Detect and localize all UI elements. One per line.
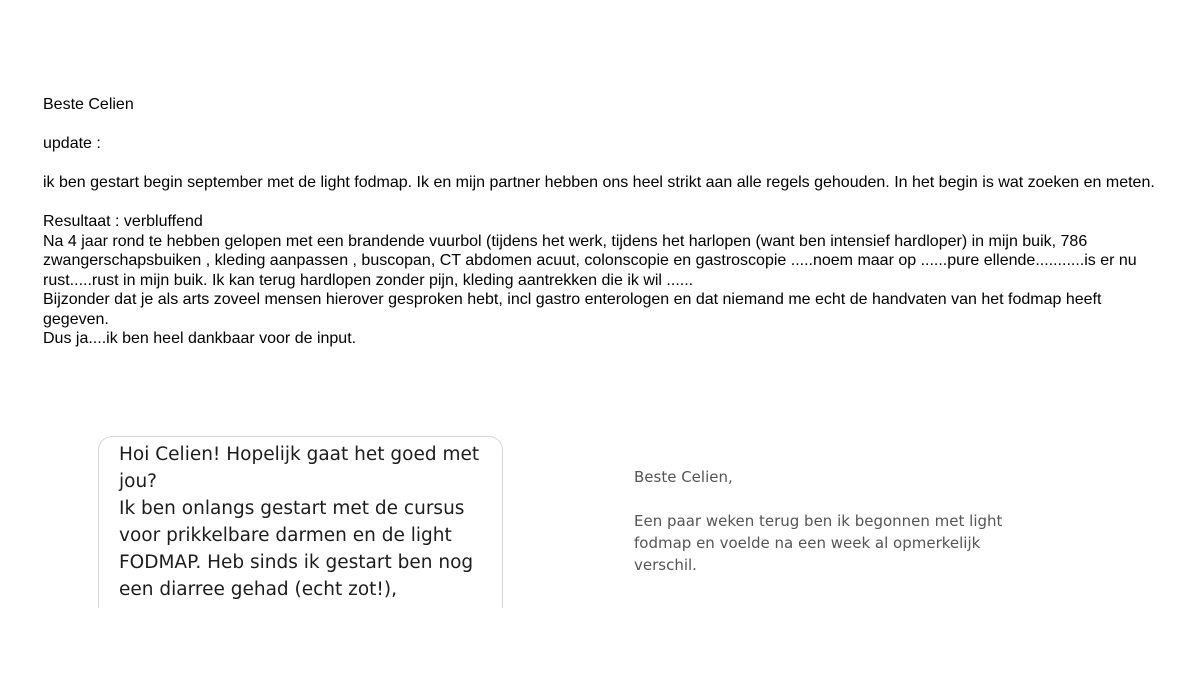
email-greeting: Beste Celien <box>43 96 134 113</box>
email-spacer <box>43 154 1168 174</box>
email-doctor-paragraph: Bijzonder dat je als arts zoveel mensen hierover gesproken hebt, incl gastro enterologen en dat niemand me echt de handvaten van het fodmap heeft gegeven. <box>43 291 1102 328</box>
chat-message-text: Hoi Celien! Hopelijk gaat het goed met jou? Ik ben onlangs gestart met de cursus voor prikkelbare darmen en de light FODMAP. Heb sinds ik gestart ben nog een diarree gehad (echt zot!), <box>119 444 480 600</box>
email-start-paragraph: ik ben gestart begin september met de light fodmap. Ik en mijn partner hebben ons heel strikt aan alle regels gehouden. In het begin is wat zoeken en meten. <box>43 174 1155 191</box>
email-spacer <box>43 193 1168 213</box>
note-body: Een paar weken terug ben ik begonnen met light fodmap en voelde na een week al opmerkelijk verschil. <box>634 512 1003 574</box>
note-spacer <box>634 488 1054 510</box>
email-body-paragraph: Na 4 jaar rond te hebben gelopen met een brandende vuurbol (tijdens het werk, tijdens het harlopen (want ben intensief hardloper) in mijn buik, 786 zwangerschapsbuiken , kleding aanpassen , buscopan, CT abdomen acuut, colonscopie en gastroscopie .....noem maar op ......pure ellende...........is er nu rust.....rust in mijn buik. Ik kan terug hardlopen zonder pijn, kleding aantrekken die ik wil ...... <box>43 232 1137 289</box>
note-greeting: Beste Celien, <box>634 468 733 486</box>
email-message <box>43 95 1168 349</box>
email-update-label: update : <box>43 135 101 152</box>
email-result-heading: Resultaat : verbluffend <box>43 213 203 230</box>
email-spacer <box>43 115 1168 135</box>
note-message <box>634 466 1054 576</box>
email-thanks-paragraph: Dus ja....ik ben heel dankbaar voor de input. <box>43 330 357 347</box>
chat-message-bubble <box>98 436 503 608</box>
